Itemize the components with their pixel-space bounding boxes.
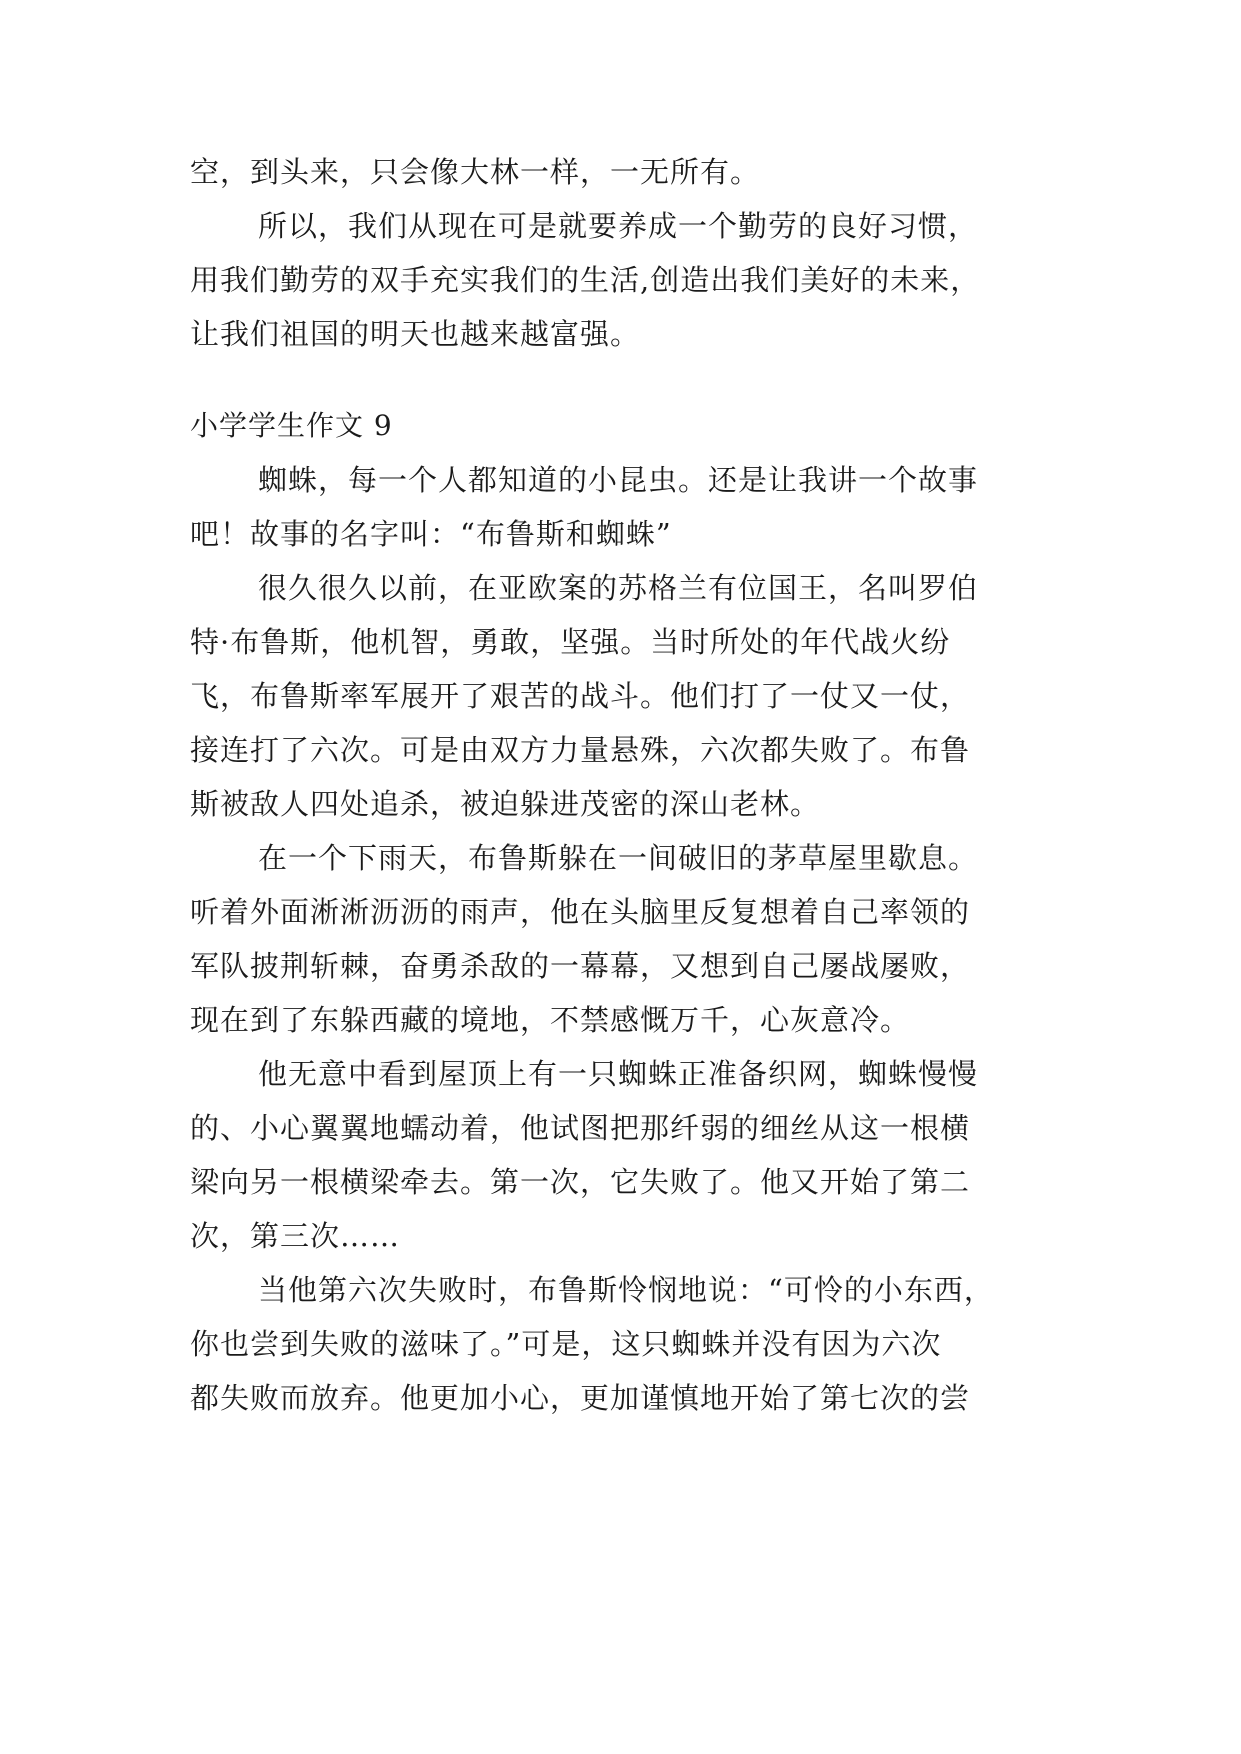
text-line: 的、小心翼翼地蠕动着，他试图把那纤弱的细丝从这一根横	[190, 1111, 971, 1145]
text-line: 接连打了六次。可是由双方力量悬殊，六次都失败了。布鲁	[190, 733, 971, 767]
text-line: 蜘蛛，每一个人都知道的小昆虫。还是让我讲一个故事	[258, 463, 979, 497]
text-line: 在一个下雨天，布鲁斯躲在一间破旧的茅草屋里歇息。	[258, 841, 979, 875]
text-line: 你也尝到失败的滋味了。”可是，这只蜘蛛并没有因为六次	[190, 1327, 942, 1361]
text-line: 吧！故事的名字叫：“布鲁斯和蜘蛛”	[190, 517, 672, 551]
text-line: 飞，布鲁斯率军展开了艰苦的战斗。他们打了一仗又一仗，	[190, 679, 971, 713]
text-line: 军队披荆斩棘，奋勇杀敌的一幕幕，又想到自己屡战屡败，	[190, 949, 971, 983]
text-line: 梁向另一根横梁牵去。第一次，它失败了。他又开始了第二	[190, 1165, 971, 1199]
text-line: 次，第三次……	[190, 1219, 401, 1253]
text-line: 斯被敌人四处追杀，被迫躲进茂密的深山老林。	[190, 787, 821, 821]
section-heading: 小学学生作文 9	[190, 409, 393, 442]
text-line: 现在到了东躲西藏的境地，不禁感慨万千，心灰意冷。	[190, 1003, 911, 1037]
text-line: 所以，我们从现在可是就要养成一个勤劳的良好习惯，	[258, 209, 979, 243]
text-line: 空，到头来，只会像大林一样，一无所有。	[190, 155, 761, 189]
text-line: 他无意中看到屋顶上有一只蜘蛛正准备织网，蜘蛛慢慢	[258, 1057, 979, 1091]
text-line: 很久很久以前，在亚欧案的苏格兰有位国王，名叫罗伯	[258, 571, 979, 605]
text-line: 让我们祖国的明天也越来越富强。	[190, 317, 641, 351]
text-line: 当他第六次失败时，布鲁斯怜悯地说：“可怜的小东西，	[258, 1273, 994, 1307]
text-line: 都失败而放弃。他更加小心，更加谨慎地开始了第七次的尝	[190, 1381, 971, 1415]
text-line: 用我们勤劳的双手充实我们的生活,创造出我们美好的未来，	[190, 263, 981, 297]
text-line: 特·布鲁斯，他机智，勇敢，坚强。当时所处的年代战火纷	[190, 625, 951, 659]
text-line: 听着外面淅淅沥沥的雨声，他在头脑里反复想着自己率领的	[190, 895, 971, 929]
